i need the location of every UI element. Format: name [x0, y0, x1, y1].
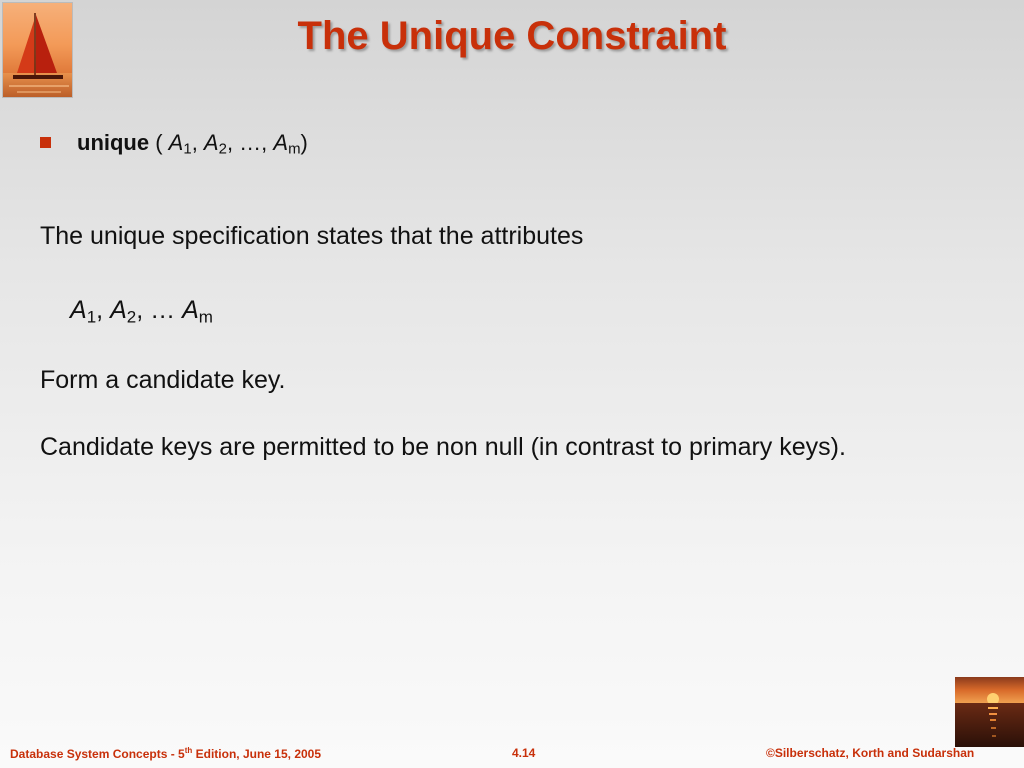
- unique-spec-text: The unique specification states that the attributes: [40, 222, 584, 250]
- attr-am-subscript: m: [288, 140, 301, 158]
- attr-a1-subscript: 1: [183, 140, 192, 158]
- ellipsis-separator: , …: [136, 296, 183, 324]
- attr-a2-letter: A: [203, 130, 219, 155]
- footer-book-info: [10, 746, 321, 761]
- open-paren: (: [149, 130, 169, 155]
- non-null-note-text: Candidate keys are permitted to be non null (in contrast to primary keys).: [40, 433, 846, 461]
- sunset-corner-image: [955, 677, 1024, 747]
- attr-a2-subscript: 2: [218, 140, 227, 158]
- attribute-list: [70, 296, 213, 327]
- footer-page-number: 4.14: [512, 746, 536, 760]
- attr-a2-subscript: 2: [126, 307, 137, 327]
- unique-syntax-bullet: [40, 130, 308, 158]
- attr-am-subscript: m: [198, 307, 213, 327]
- square-bullet-icon: [40, 137, 51, 148]
- ellipsis-separator: , …,: [226, 130, 274, 155]
- attr-a1-letter: A: [70, 296, 87, 324]
- footer-book-title: Database System Concepts - 5: [10, 747, 185, 761]
- attr-am-letter: A: [182, 296, 199, 324]
- footer-edition-superscript: th: [184, 746, 193, 755]
- footer-copyright: ©Silberschatz, Korth and Sudarshan: [766, 746, 975, 760]
- slide-title: The Unique Constraint: [297, 14, 727, 58]
- candidate-key-text: Form a candidate key.: [40, 366, 286, 394]
- separator: ,: [96, 296, 111, 324]
- attr-a1-letter: A: [168, 130, 184, 155]
- unique-keyword: unique: [77, 130, 150, 155]
- separator: ,: [191, 130, 204, 155]
- close-paren: ): [300, 130, 308, 155]
- attr-a1-subscript: 1: [86, 307, 97, 327]
- attr-a2-letter: A: [110, 296, 127, 324]
- attr-am-letter: A: [273, 130, 289, 155]
- footer-edition-date: Edition, June 15, 2005: [192, 747, 322, 761]
- unique-syntax-line: [77, 130, 308, 158]
